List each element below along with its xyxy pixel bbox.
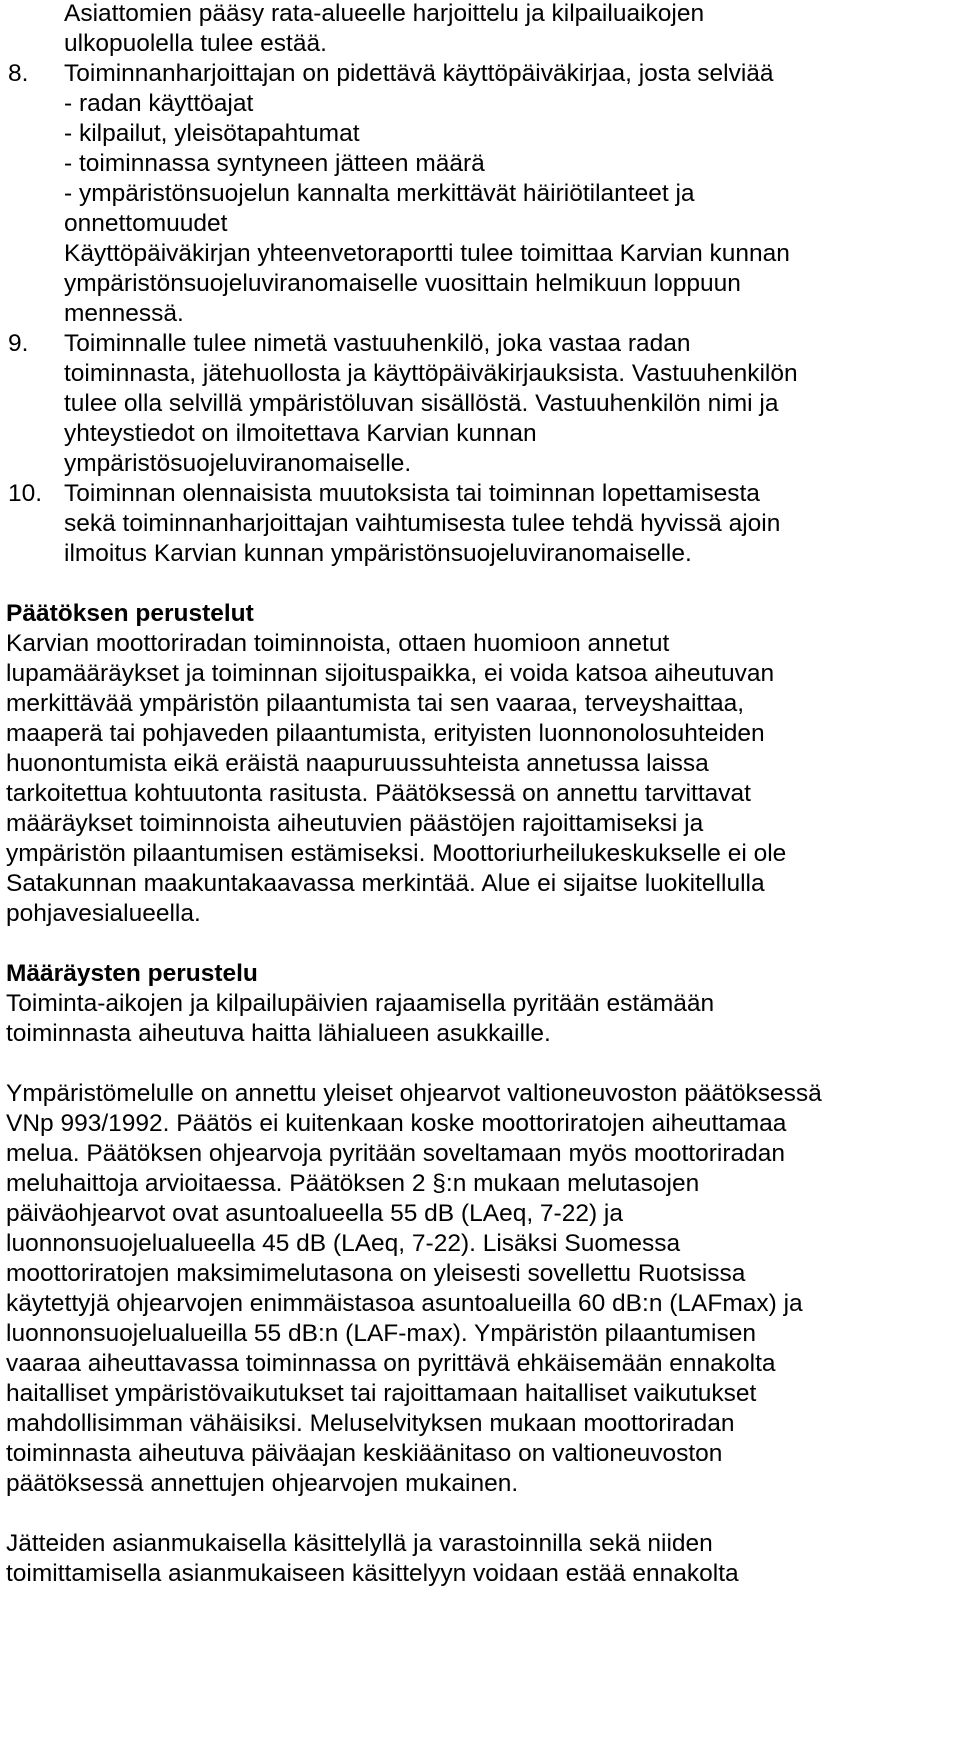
text-line: toiminnasta, jätehuollosta ja käyttöpäiväkirjauksista. Vastuuhenkilön: [64, 360, 798, 387]
list-number: 10.: [8, 480, 43, 507]
text-line: vaaraa aiheuttavassa toiminnassa on pyrittävä ehkäisemään ennakolta: [6, 1350, 776, 1377]
text-line: ympäristösuojeluviranomaiselle.: [64, 450, 412, 477]
text-line: - toiminnassa syntyneen jätteen määrä: [64, 150, 485, 177]
section-heading: Määräysten perustelu: [6, 960, 258, 987]
text-line: päiväohjearvot ovat asuntoalueella 55 dB (LAeq, 7-22) ja: [6, 1200, 623, 1227]
text-line: päätöksessä annettujen ohjearvojen mukainen.: [6, 1470, 519, 1497]
text-line: luonnonsuojelualueella 45 dB (LAeq, 7-22). Lisäksi Suomessa: [6, 1230, 681, 1257]
text-line: huonontumista eikä eräistä naapuruussuhteista annetussa laissa: [6, 750, 709, 777]
text-line: sekä toiminnanharjoittajan vaihtumisesta tulee tehdä hyvissä ajoin: [64, 510, 781, 537]
text-line: melua. Päätöksen ohjearvoja pyritään soveltamaan myös moottoriradan: [6, 1140, 785, 1167]
text-line: Toiminnalle tulee nimetä vastuuhenkilö, joka vastaa radan: [64, 330, 691, 357]
text-line: toiminnasta aiheutuva päiväajan keskiäänitaso on valtioneuvoston: [6, 1440, 723, 1467]
text-line: Asiattomien pääsy rata-alueelle harjoittelu ja kilpailuaikojen: [64, 0, 705, 27]
text-line: määräykset toiminnoista aiheutuvien päästöjen rajoittamiseksi ja: [6, 810, 704, 837]
text-line: moottoriratojen maksimimelutasona on yleisesti sovellettu Ruotsissa: [6, 1260, 746, 1287]
text-line: Toiminta-aikojen ja kilpailupäivien rajaamisella pyritään estämään: [6, 990, 715, 1017]
text-line: toiminnasta aiheutuva haitta lähialueen asukkaille.: [6, 1020, 551, 1047]
text-line: mahdollisimman vähäisiksi. Meluselvityksen mukaan moottoriradan: [6, 1410, 735, 1437]
text-line: toimittamisella asianmukaiseen käsittelyyn voidaan estää ennakolta: [6, 1560, 739, 1587]
text-line: mennessä.: [64, 300, 184, 327]
text-line: - radan käyttöajat: [64, 90, 254, 117]
section-heading: Päätöksen perustelut: [6, 600, 254, 627]
text-line: ulkopuolella tulee estää.: [64, 30, 327, 57]
text-line: pohjavesialueella.: [6, 900, 201, 927]
text-line: tarkoitettua kohtuutonta rasitusta. Päätöksessä on annettu tarvittavat: [6, 780, 751, 807]
text-line: Karvian moottoriradan toiminnoista, ottaen huomioon annetut: [6, 630, 670, 657]
text-line: yhteystiedot on ilmoitettava Karvian kunnan: [64, 420, 537, 447]
text-line: Käyttöpäiväkirjan yhteenvetoraportti tulee toimittaa Karvian kunnan: [64, 240, 790, 267]
text-line: luonnonsuojelualueilla 55 dB:n (LAF-max). Ympäristön pilaantumisen: [6, 1320, 756, 1347]
text-line: haitalliset ympäristövaikutukset tai rajoittamaan haitalliset vaikutukset: [6, 1380, 757, 1407]
text-line: ympäristönsuojeluviranomaiselle vuosittain helmikuun loppuun: [64, 270, 741, 297]
text-line: Ympäristömelulle on annettu yleiset ohjearvot valtioneuvoston päätöksessä: [6, 1080, 822, 1107]
list-number: 8.: [8, 60, 29, 87]
text-line: lupamääräykset ja toiminnan sijoituspaikka, ei voida katsoa aiheutuvan: [6, 660, 775, 687]
text-line: - ympäristönsuojelun kannalta merkittävät häiriötilanteet ja: [64, 180, 695, 207]
text-line: ympäristön pilaantumisen estämiseksi. Moottoriurheilukeskukselle ei ole: [6, 840, 787, 867]
text-line: tulee olla selvillä ympäristöluvan sisällöstä. Vastuuhenkilön nimi ja: [64, 390, 779, 417]
text-line: onnettomuudet: [64, 210, 228, 237]
list-number: 9.: [8, 330, 29, 357]
text-line: meluhaittoja arvioitaessa. Päätöksen 2 §:n mukaan melutasojen: [6, 1170, 700, 1197]
text-line: Toiminnan olennaisista muutoksista tai toiminnan lopettamisesta: [64, 480, 760, 507]
text-line: Toiminnanharjoittajan on pidettävä käyttöpäiväkirjaa, josta selviää: [64, 60, 774, 87]
text-line: merkittävää ympäristön pilaantumista tai sen vaaraa, terveyshaittaa,: [6, 690, 745, 717]
text-line: VNp 993/1992. Päätös ei kuitenkaan koske moottoriratojen aiheuttamaa: [6, 1110, 787, 1137]
text-line: maaperä tai pohjaveden pilaantumista, erityisten luonnonolosuhteiden: [6, 720, 765, 747]
text-line: käytettyjä ohjearvojen enimmäistasoa asuntoalueilla 60 dB:n (LAFmax) ja: [6, 1290, 803, 1317]
text-line: - kilpailut, yleisötapahtumat: [64, 120, 360, 147]
text-line: ilmoitus Karvian kunnan ympäristönsuojeluviranomaiselle.: [64, 540, 692, 567]
text-line: Satakunnan maakuntakaavassa merkintää. Alue ei sijaitse luokitellulla: [6, 870, 765, 897]
text-line: Jätteiden asianmukaisella käsittelyllä ja varastoinnilla sekä niiden: [6, 1530, 713, 1557]
